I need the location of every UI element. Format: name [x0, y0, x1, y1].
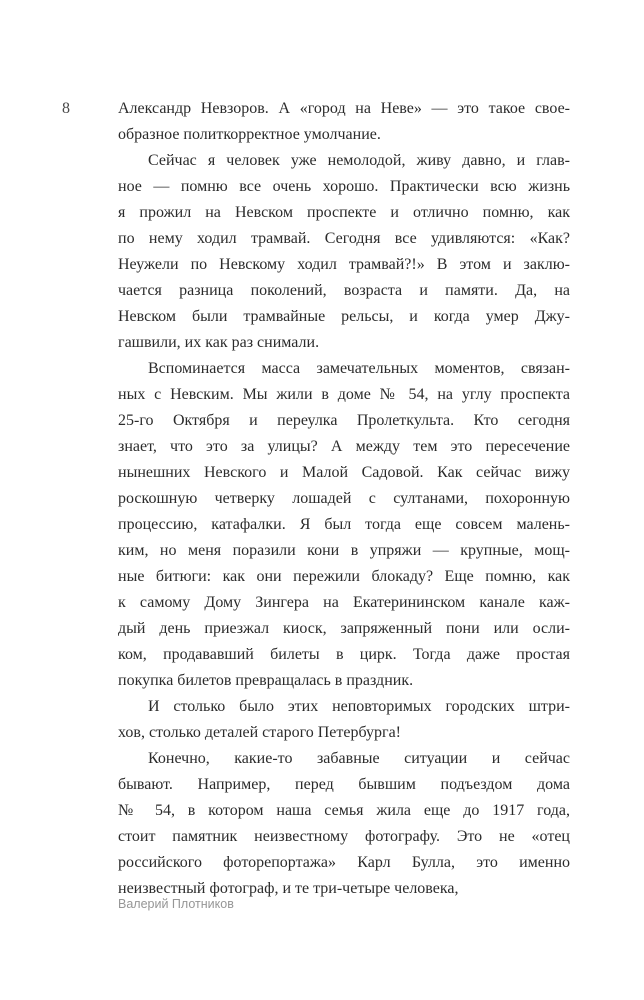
text-line: неизвестный фотограф, и те три-четыре человека,: [118, 880, 459, 897]
text-line: нынешних Невского и Малой Садовой. Как сейчас вижу: [118, 464, 570, 481]
text-line: Вспоминается масса замечательных моментов, связан-: [148, 360, 570, 377]
text-line: я прожил на Невском проспекте и отлично помню, как: [118, 204, 570, 221]
footer-author: Валерий Плотников: [118, 897, 234, 911]
text-line: российского фоторепортажа» Карл Булла, это именно: [118, 854, 570, 871]
text-line: процессию, катафалки. Я был тогда еще совсем малень-: [118, 516, 570, 533]
text-line: стоит памятник неизвестному фотографу. Это не «отец: [118, 828, 570, 845]
text-line: гашвили, их как раз снимали.: [118, 334, 320, 351]
text-line: покупка билетов превращалась в праздник.: [118, 672, 414, 689]
text-line: ким, но меня поразили кони в упряжи — крупные, мощ-: [118, 542, 570, 559]
paragraph: [118, 746, 570, 902]
text-line: 25-го Октября и переулка Пролеткульта. Кто сегодня: [118, 412, 570, 429]
text-line: к самому Дому Зингера на Екатерининском канале каж-: [118, 594, 570, 611]
text-line: ных с Невским. Мы жили в доме № 54, на углу проспекта: [118, 386, 570, 403]
text-line: бывают. Например, перед бывшим подъездом дома: [118, 776, 570, 793]
text-line: Невском были трамвайные рельсы, и когда умер Джу-: [118, 308, 570, 325]
text-line: роскошную четверку лошадей с султанами, похоронную: [118, 490, 570, 507]
paragraph: [118, 694, 570, 746]
text-line: чается разница поколений, возраста и памяти. Да, на: [118, 282, 570, 299]
paragraph: [118, 96, 570, 148]
page-number: 8: [62, 100, 70, 117]
text-line: Сейчас я человек уже немолодой, живу давно, и глав-: [148, 152, 570, 169]
paragraph: [118, 148, 570, 356]
text-line: хов, столько деталей старого Петербурга!: [118, 724, 402, 741]
text-line: дый день приезжал киоск, запряженный пони или осли-: [118, 620, 570, 637]
text-line: ное — помню все очень хорошо. Практически всю жизнь: [118, 178, 570, 195]
text-line: образное политкорректное умолчание.: [118, 126, 381, 143]
text-line: знает, что это за улицы? А между тем это пересечение: [118, 438, 570, 455]
text-column: [118, 96, 570, 902]
paragraph: [118, 356, 570, 694]
text-line: по нему ходил трамвай. Сегодня все удивляются: «Как?: [118, 230, 570, 247]
text-line: Неужели по Невскому ходил трамвай?!» В этом и заклю-: [118, 256, 570, 273]
text-line: ные битюги: как они пережили блокаду? Еще помню, как: [118, 568, 570, 585]
text-line: И столько было этих неповторимых городских штри-: [148, 698, 570, 715]
text-line: № 54, в котором наша семья жила еще до 1917 года,: [118, 802, 570, 819]
text-line: Конечно, какие-то забавные ситуации и сейчас: [148, 750, 570, 767]
text-line: Александр Невзоров. А «город на Неве» — это такое свое-: [118, 100, 570, 117]
text-line: ком, продававший билеты в цирк. Тогда даже простая: [118, 646, 570, 663]
